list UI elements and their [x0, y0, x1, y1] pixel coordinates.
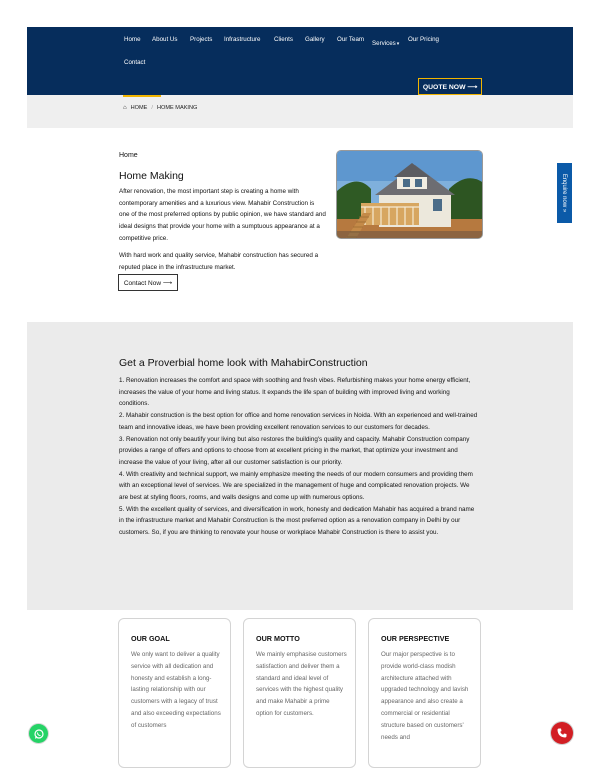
point-item: 3. Renovation not only beautify your living but also restores the building's quality and capacity. Mahabir Construction company provides a range of offers and options to choose from at excellent pricing in the market, that optimize your investment and increase the value of your living, after all our customer satisfaction is our priority. [119, 435, 470, 466]
quote-now-button[interactable]: QUOTE NOW ⟶ [418, 78, 482, 95]
nav-services-label: Services [372, 40, 396, 47]
nav-home[interactable]: Home [124, 36, 141, 43]
intro-paragraph-1: After renovation, the most important step is creating a home with contemporary amenities and a luxurious view. Mahabir Construction is one of the most preferred options by public opinion, we have standard and ideal designs that provide your home with a sumptuous appearance at a competitive price. [119, 188, 326, 242]
card-our-motto [243, 618, 356, 768]
card-our-goal [118, 618, 231, 768]
point-item: 4. With creativity and technical support, we mainly emphasize meeting the needs of our modern consumers and providing them with an exceptional level of services. We are specialized in the management of huge and complicated renovation projects. We are best at styling floors, rooms, and walls designs and come up with numerous options. [119, 470, 473, 502]
card-our-perspective [368, 618, 481, 768]
card-title: OUR MOTTO [256, 634, 300, 643]
breadcrumb-separator: / [151, 105, 153, 111]
nav-clients[interactable]: Clients [274, 36, 293, 43]
nav-services[interactable] [372, 40, 399, 47]
enquire-now-label: Enquire now » [561, 173, 568, 213]
site-header [27, 27, 573, 95]
nav-gallery[interactable]: Gallery [305, 36, 325, 43]
home-icon: ⌂ [123, 105, 127, 111]
nav-our-pricing[interactable]: Our Pricing [408, 36, 439, 43]
breadcrumb-home-link[interactable]: HOME [130, 105, 148, 111]
nav-contact[interactable]: Contact [124, 59, 146, 66]
point-item: 2. Mahabir construction is the best option for office and home renovation services in Noida. With an experienced and well-trained team and innovative ideas, we have been providing excellent renovation services to our customers for decades. [119, 412, 478, 431]
card-text: Our major perspective is to provide world-class modish architecture attached with upgraded technology and lavish appearance and also create a commercial or residential structure based on customers' needs and [381, 651, 469, 741]
whatsapp-button[interactable] [29, 724, 48, 743]
proverbial-points [119, 375, 480, 539]
breadcrumb-bar [27, 95, 573, 128]
whatsapp-icon [33, 728, 45, 740]
chevron-down-icon: ▾ [396, 41, 400, 47]
section-label: Home [119, 152, 138, 159]
contact-now-button[interactable]: Contact Now ⟶ [118, 274, 178, 291]
breadcrumb-accent [123, 95, 161, 97]
page-title: Home Making [119, 170, 184, 182]
breadcrumb [123, 105, 197, 111]
card-text: We only want to deliver a quality service with all dedication and honesty and establish a long-lasting relationship with our customers with a legacy of trust and also exceeding expectations of customers [131, 651, 221, 729]
call-button[interactable] [551, 722, 573, 744]
nav-our-team[interactable]: Our Team [337, 36, 365, 43]
phone-icon [556, 727, 568, 739]
card-title: OUR GOAL [131, 634, 170, 643]
point-item: 5. With the excellent quality of services, and diversification in work, honesty and dedication Mahabir has acquired a brand name in the infrastructure market and Mahabir Construction is the most preferred option as a renovation company in Delhi by our customers. So, if you are thinking to renovate your house or workplace Mahabir Construction is there to assist you. [119, 505, 475, 537]
enquire-now-tab[interactable] [557, 163, 572, 223]
point-item: 1. Renovation increases the comfort and space with soothing and fresh vibes. Refurbishing makes your home energy efficient, increases the value of your home and living status. It expands the life span of building with improved living and working conditions. [119, 377, 471, 408]
intro-paragraph-2: With hard work and quality service, Mahabir construction has secured a reputed place in the infrastructure market. [119, 252, 319, 271]
proverbial-title: Get a Proverbial home look with MahabirConstruction [119, 357, 368, 369]
nav-infrastructure[interactable]: Infrastructure [224, 36, 261, 43]
card-title: OUR PERSPECTIVE [381, 634, 450, 643]
nav-projects[interactable]: Projects [190, 36, 213, 43]
house-image [336, 150, 483, 239]
card-text: We mainly emphasise customers satisfaction and deliver them a standard and ideal level of services with the highest quality and make Mahabir a prime option for customers. [256, 651, 347, 717]
nav-about-us[interactable]: About Us [152, 36, 178, 43]
breadcrumb-current: HOME MAKING [156, 105, 198, 111]
